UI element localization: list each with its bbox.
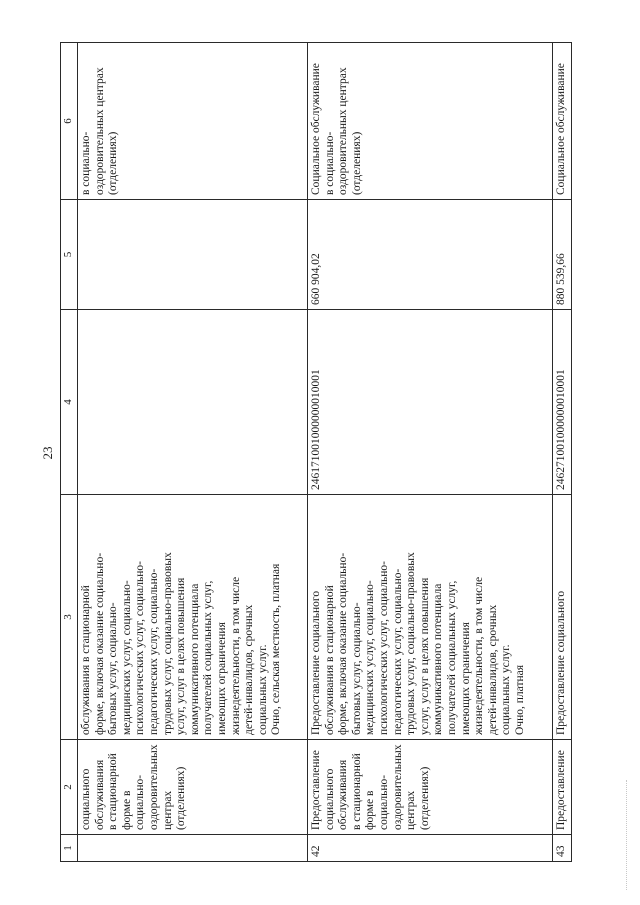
- service-category: Социальное обслуживание: [553, 43, 572, 200]
- rotated-page: [60, 42, 580, 862]
- amount-value: 880 539,66: [553, 200, 572, 310]
- header-col-3: 3: [61, 495, 78, 740]
- service-name: социального обслуживания в стационарной форме в социально- оздоровительных центрах (отделениях): [78, 740, 308, 835]
- registry-code: 246171001000000010001: [308, 310, 553, 495]
- header-col-6: 6: [61, 43, 78, 200]
- header-col-1: 1: [61, 835, 78, 862]
- row-number: [78, 835, 308, 862]
- header-col-4: 4: [61, 310, 78, 495]
- row-number: 42: [308, 835, 553, 862]
- service-name: Предоставление социального обслуживания в стационарной форме в социально- оздоровительных центрах (отделениях): [308, 740, 553, 835]
- scan-artifact: [626, 780, 629, 890]
- amount-value: [78, 200, 308, 310]
- service-description: обслуживания в стационарной форме, включая оказание социально- бытовых услуг, социально- медицинских услуг, социально- психологических услуг, социально- педагогических услуг, социально- трудовых услуг, социально-правовых услуг, услуг в целях повышения коммуникативного потенциала получателей социальных услуг, имеющих ограничения жизнедеятельности, в том числе детей-инвалидов, срочных социальных услуг. Очно, сельская местность, платная: [78, 495, 308, 740]
- amount-value: 660 904,02: [308, 200, 553, 310]
- table-row: [78, 43, 308, 862]
- header-col-2: 2: [61, 740, 78, 835]
- header-col-5: 5: [61, 200, 78, 310]
- service-description: Предоставление социального обслуживания в стационарной форме, включая оказание социально- бытовых услуг, социально- медицинских услуг, социально- психологических услуг, социально- педагогических услуг, социально- трудовых услуг, социально-правовых услуг, услуг в целях повышения коммуникативного потенциала получателей социальных услуг, имеющих ограничения жизнедеятельности, в том числе детей-инвалидов, срочных социальных услуг. Очно, платная: [308, 495, 553, 740]
- table-row: [308, 43, 553, 862]
- service-category: в социально- оздоровительных центрах (отделениях): [78, 43, 308, 200]
- service-category: Социальное обслуживание в социально- оздоровительных центрах (отделениях): [308, 43, 553, 200]
- registry-code: [78, 310, 308, 495]
- row-number: 43: [553, 835, 572, 862]
- table-header-row: [61, 43, 78, 862]
- registry-code: 246271001000000010001: [553, 310, 572, 495]
- table-row: [553, 43, 572, 862]
- services-table: [60, 42, 572, 862]
- service-name: Предоставление: [553, 740, 572, 835]
- service-description: Предоставление социального: [553, 495, 572, 740]
- page-number: 23: [40, 446, 55, 460]
